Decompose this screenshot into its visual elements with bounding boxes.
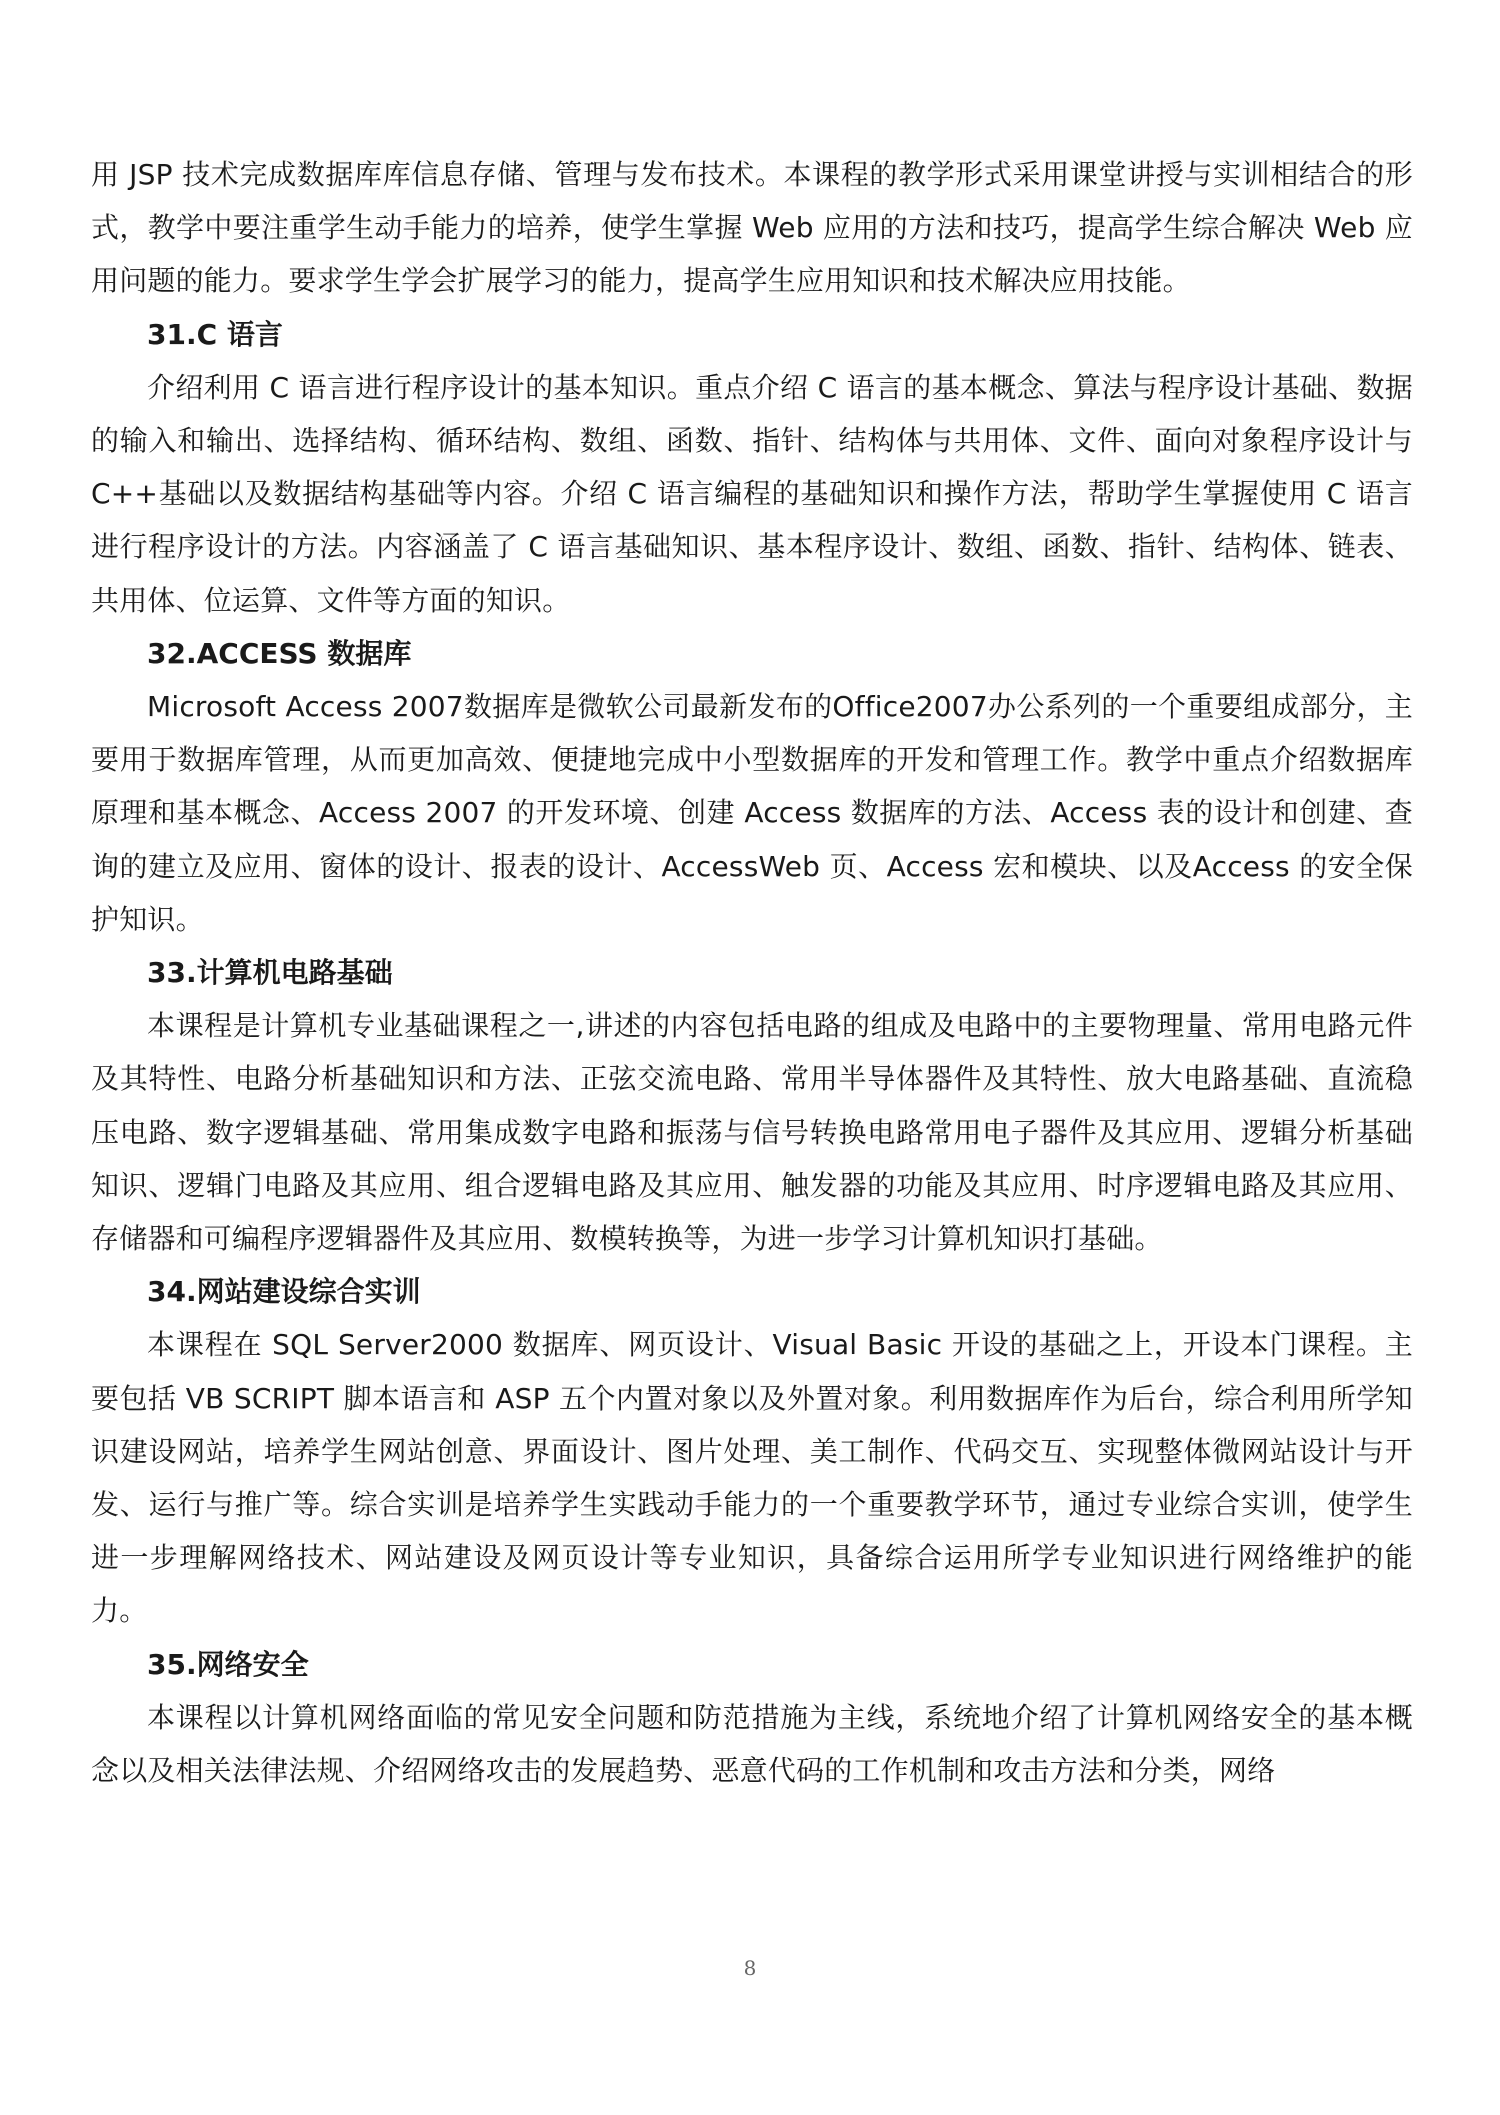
- section-body-c-language: 介绍利用 C 语言进行程序设计的基本知识。重点介绍 C 语言的基本概念、算法与程序设计基础、数据的输入和输出、选择结构、循环结构、数组、函数、指针、结构体与共用体、文件、面向对象程序设计与 C++基础以及数据结构基础等内容。介绍 C 语言编程的基础知识和操作方法，帮助学生掌握使用 C 语言进行程序设计的方法。内容涵盖了 C 语言基础知识、基本程序设计、数组、函数、指针、结构体、链表、共用体、位运算、文件等方面的知识。: [91, 370, 1413, 617]
- page-content: [91, 148, 1413, 1797]
- section-body-access: Microsoft Access 2007数据库是微软公司最新发布的Office2007办公系列的一个重要组成部分，主要用于数据库管理，从而更加高效、便捷地完成中小型数据库的开发和管理工作。教学中重点介绍数据库原理和基本概念、Access 2007 的开发环境、创建 Access 数据库的方法、Access 表的设计和创建、查询的建立及应用、窗体的设计、报表的设计、AccessWeb 页、Access 宏和模块、以及Access 的安全保护知识。: [91, 690, 1413, 936]
- section-heading-circuits: 33.计算机电路基础: [147, 956, 393, 990]
- page-number: 8: [743, 1956, 757, 1980]
- section-body-website-training: 本课程在 SQL Server2000 数据库、网页设计、Visual Basic 开设的基础之上，开设本门课程。主要包括 VB SCRIPT 脚本语言和 ASP 五个内置对象以及外置对象。利用数据库作为后台，综合利用所学知识建设网站，培养学生网站创意、界面设计、图片处理、美工制作、代码交互、实现整体微网站设计与开发、运行与推广等。综合实训是培养学生实践动手能力的一个重要教学环节，通过专业综合实训，使学生进一步理解网络技术、网站建设及网页设计等专业知识，具备综合运用所学专业知识进行网络维护的能力。: [91, 1328, 1413, 1628]
- intro-paragraph: 用 JSP 技术完成数据库库信息存储、管理与发布技术。本课程的教学形式采用课堂讲授与实训相结合的形式，教学中要注重学生动手能力的培养，使学生掌握 Web 应用的方法和技巧，提高学生综合解决 Web 应用问题的能力。要求学生学会扩展学习的能力，提高学生应用知识和技术解决应用技能。: [91, 158, 1413, 298]
- section-body-network-security: 本课程以计算机网络面临的常见安全问题和防范措施为主线，系统地介绍了计算机网络安全的基本概念以及相关法律法规、介绍网络攻击的发展趋势、恶意代码的工作机制和攻击方法和分类，网络: [91, 1700, 1413, 1788]
- section-heading-website-training: 34.网站建设综合实训: [147, 1275, 421, 1309]
- section-heading-network-security: 35.网络安全: [147, 1647, 309, 1681]
- section-body-circuits: 本课程是计算机专业基础课程之一,讲述的内容包括电路的组成及电路中的主要物理量、常用电路元件及其特性、电路分析基础知识和方法、正弦交流电路、常用半导体器件及其特性、放大电路基础、直流稳压电路、数字逻辑基础、常用集成数字电路和振荡与信号转换电路常用电子器件及其应用、逻辑分析基础知识、逻辑门电路及其应用、组合逻辑电路及其应用、触发器的功能及其应用、时序逻辑电路及其应用、存储器和可编程序逻辑器件及其应用、数模转换等，为进一步学习计算机知识打基础。: [91, 1009, 1413, 1256]
- section-heading-c-language: 31.C 语言: [147, 317, 283, 351]
- section-heading-access: 32.ACCESS 数据库: [147, 636, 412, 670]
